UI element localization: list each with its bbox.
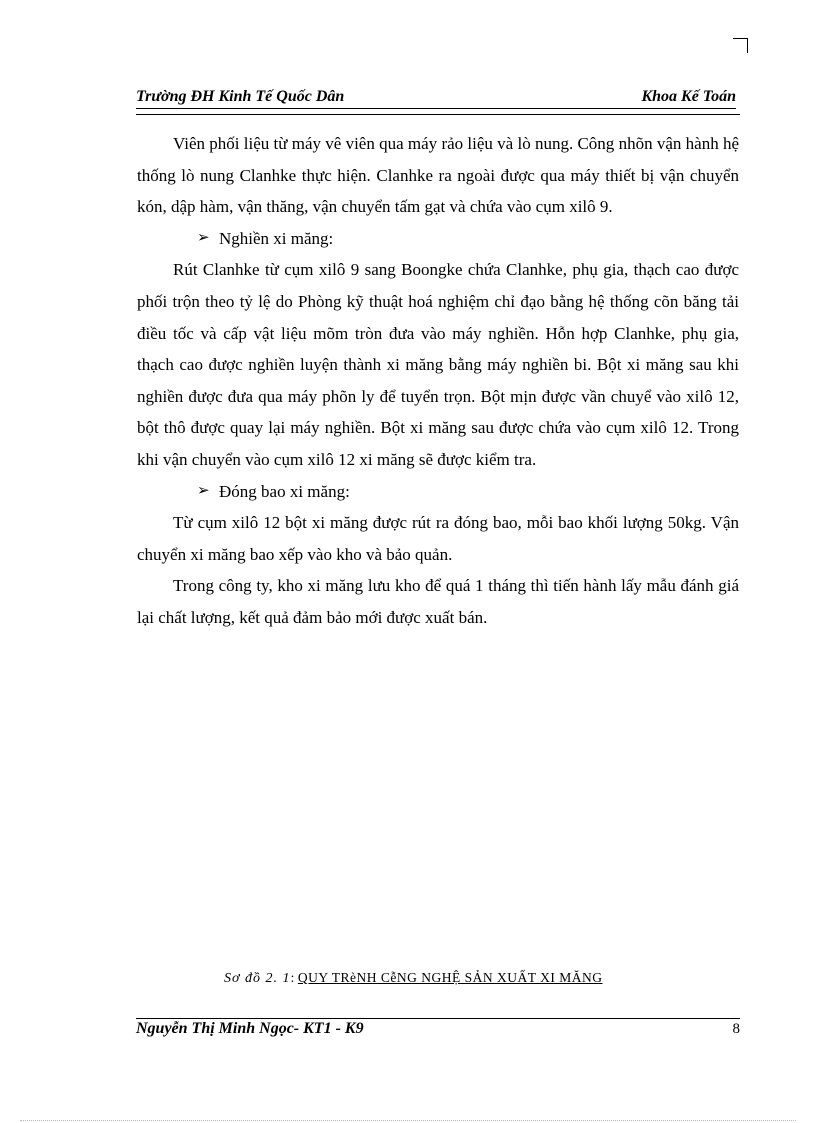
paragraph-grinding: Rút Clanhke từ cụm xilô 9 sang Boongke chứa Clanhke, phụ gia, thạch cao được phối trộn theo tỷ lệ do Phòng kỹ thuật hoá nghiệm chỉ đạo bằng hệ thống cõn băng tải điều tốc và cấp vật liệu mõm tròn đưa vào máy nghiền. Hỗn hợp Clanhke, phụ gia, thạch cao được nghiền luyện thành xi măng bằng máy nghiền bi. Bột xi măng sau khi nghiền được đưa qua máy phõn ly để tuyển trọn. Bột mịn được vần chuyể vào xilô 12, bột thô được quay lại máy nghiền. Bột xi măng sau được chứa vào cụm xilô 12. Trong khi vận chuyển vào cụm xilô 12 xi măng sẽ được kiểm tra. [137, 260, 739, 469]
page-number: 8 [732, 1021, 740, 1037]
paragraph-storage: Trong công ty, kho xi măng lưu kho để quá 1 tháng thì tiến hành lấy mẫu đánh giá lại chất lượng, kết quả đảm bảo mới được xuất bán. [137, 576, 739, 627]
bullet-grinding-label: Nghiền xi măng: [219, 228, 334, 248]
header-rule [136, 114, 740, 115]
paragraph-kiln: Viên phối liệu từ máy vê viên qua máy rảo liệu và lò nung. Công nhõn vận hành hệ thống lò nung Clanhke thực hiện. Clanhke ra ngoài được qua máy thiết bị vận chuyển kón, dập hàm, vận thăng, vận chuyển tấm gạt và chứa vào cụm xilô 9. [137, 134, 739, 217]
footer-rule [136, 1018, 740, 1019]
bullet-packing [137, 476, 739, 508]
footer-author: Nguyễn Thị Minh Ngọc- KT1 - K9 [136, 1020, 364, 1037]
figure-caption [224, 970, 603, 987]
page-header [136, 88, 736, 109]
caption-prefix: Sơ đồ 2. 1 [224, 971, 291, 986]
page-footer [136, 1020, 740, 1038]
header-school: Trường ĐH Kinh Tế Quốc Dân [136, 88, 345, 105]
bullet-grinding [137, 223, 739, 255]
header-faculty: Khoa Kế Toán [641, 88, 736, 105]
bullet-packing-label: Đóng bao xi măng: [219, 481, 350, 501]
caption-title: QUY TRèNH CễNG NGHỆ SẢN XUẤT XI MĂNG [297, 970, 603, 985]
arrow-bullet-icon: ➢ [197, 482, 210, 499]
paragraph-packing: Từ cụm xilô 12 bột xi măng được rút ra đóng bao, mỗi bao khối lượng 50kg. Vận chuyển xi măng bao xếp vào kho và bảo quản. [137, 513, 739, 564]
arrow-bullet-icon: ➢ [197, 229, 210, 246]
page-bottom-edge [20, 1120, 796, 1121]
document-body [137, 128, 739, 634]
caption-separator: : [290, 971, 298, 986]
page-corner-mark [733, 38, 748, 53]
